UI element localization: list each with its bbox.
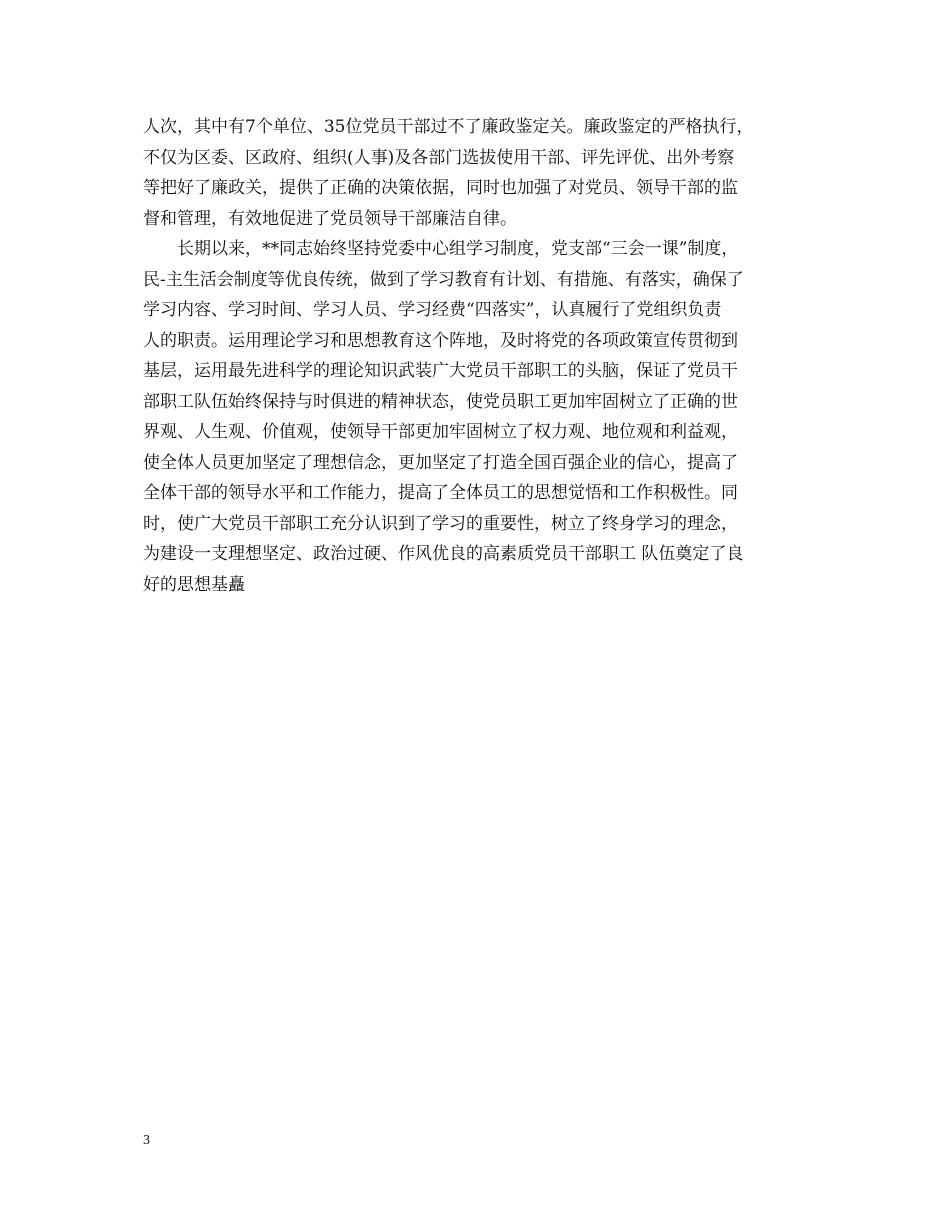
text-line-3: 等把好了廉政关，提供了正确的决策依据，同时也加强了对党员、领导干部的监 [143, 178, 738, 198]
text-line-15: 为建设一支理想坚定、政治过硬、作风优良的高素质党员干部职工 队伍奠定了良 [143, 544, 744, 564]
text-line-4: 督和管理，有效地促进了党员领导干部廉洁自律。 [143, 208, 517, 229]
text-line-7: 学习内容、学习时间、学习人员、学习经费“四落实”，认真履行了党组织负责 [143, 300, 722, 320]
text-line-12: 使全体人员更加坚定了理想信念，更加坚定了打造全国百强企业的信心，提高了 [143, 452, 738, 473]
text-line-2: 不仅为区委、区政府、组织(人事)及各部门选拔使用干部、评先评优、出外考察 [143, 147, 735, 168]
text-line-16: 好的思想基矗 [143, 574, 245, 595]
text-line-1: 人次，其中有7个单位、35位党员干部过不了廉政鉴定关。廉政鉴定的严格执行， [143, 117, 754, 137]
text-line-11: 界观、人生观、价值观，使领导干部更加牢固树立了权力观、地位观和利益观， [143, 422, 738, 442]
text-line-9: 基层，运用最先进科学的理论知识武装广大党员干部职工的头脑，保证了党员干 [143, 361, 738, 381]
text-line-8: 人的职责。运用理论学习和思想教育这个阵地，及时将党的各项政策宣传贯彻到 [143, 330, 738, 351]
text-line-6: 民-主生活会制度等优良传统，做到了学习教育有计划、有措施、有落实，确保了 [143, 269, 744, 290]
text-line-10: 部职工队伍始终保持与时俱进的精神状态，使党员职工更加牢固树立了正确的世 [143, 391, 738, 412]
document-body [143, 112, 823, 600]
text-line-13: 全体干部的领导水平和工作能力，提高了全体员工的思想觉悟和工作积极性。同 [143, 483, 738, 503]
text-line-5: 长期以来，**同志始终坚持党委中心组学习制度，党支部“三会一课”制度， [143, 239, 739, 259]
page-number: 3 [143, 1133, 150, 1148]
text-line-14: 时，使广大党员干部职工充分认识到了学习的重要性，树立了终身学习的理念， [143, 513, 738, 534]
